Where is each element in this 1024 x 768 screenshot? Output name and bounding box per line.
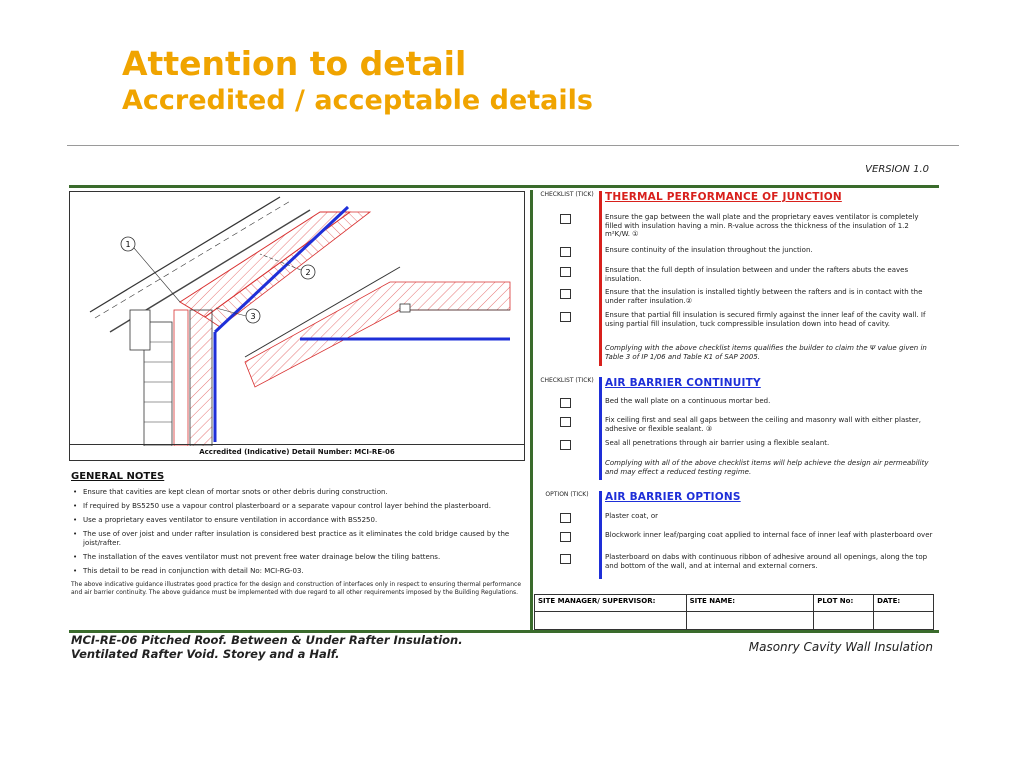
section-label: OPTION (TICK) (545, 491, 589, 498)
signoff-site-manager-field[interactable] (535, 612, 687, 630)
section-note: Complying with the above checklist items qualifies the builder to claim the Ψ value given in Table 3 of IP 1/06 and Table K1 of SAP 2005. (605, 344, 927, 361)
signoff-site-name-field[interactable] (686, 612, 814, 630)
tick-checkbox[interactable] (560, 532, 571, 542)
checklist-text: Seal all penetrations through air barrier using a flexible sealant. (605, 439, 830, 447)
callout-3-label: 3 (250, 312, 256, 321)
tick-checkbox[interactable] (560, 289, 571, 299)
section-label: CHECKLIST (TICK) (540, 191, 594, 198)
top-rule (69, 185, 939, 188)
signoff-plot-no: PLOT No: (814, 595, 874, 612)
checklist-text: Ensure continuity of the insulation throughout the junction. (605, 246, 813, 254)
checklist-text: Bed the wall plate on a continuous mortar bed. (605, 397, 771, 405)
secondary-wall-plate (400, 304, 410, 312)
section-bar (599, 491, 602, 579)
footer-title-line1: MCI-RE-06 Pitched Roof. Between & Under Rafter Insulation. (71, 633, 463, 647)
footer-title-line2: Ventilated Rafter Void. Storey and a Half. (71, 647, 340, 661)
signoff-date-field[interactable] (874, 612, 934, 630)
tick-checkbox[interactable] (560, 312, 571, 322)
tick-checkbox[interactable] (560, 513, 571, 523)
signoff-date: DATE: (874, 595, 934, 612)
general-notes (71, 471, 523, 596)
callout-1-label: 1 (125, 240, 131, 249)
signoff-site-name: SITE NAME: (686, 595, 814, 612)
section-title: AIR BARRIER OPTIONS (605, 491, 741, 503)
checklist-text: Ensure that the insulation is installed tightly between the rafters and is in contact with the under rafter insulation.② (605, 288, 923, 305)
note-item: • The installation of the eaves ventilator must not prevent free water drainage below the tiling battens. (71, 553, 523, 562)
leader-1 (134, 248, 180, 302)
drawing-svg (70, 192, 526, 446)
column-divider (530, 190, 533, 630)
drawing-caption: Accredited (Indicative) Detail Number: MCI-RE-06 (70, 444, 524, 460)
detail-sheet (67, 145, 959, 660)
version-label: VERSION 1.0 (865, 164, 929, 175)
signoff-site-manager: SITE MANAGER/ SUPERVISOR: (535, 595, 687, 612)
option-text: Plasterboard on dabs with continuous ribbon of adhesive around all openings, along the top and bottom of the wall, and at internal and external corners. (605, 553, 928, 570)
tick-checkbox[interactable] (560, 267, 571, 277)
footer-brand: Masonry Cavity Wall Insulation (748, 640, 933, 654)
note-item: • The use of over joist and under rafter insulation is considered best practice as it eliminates the cold bridge caused by the joist/rafter. (71, 530, 523, 548)
section-bar (599, 377, 602, 480)
section-label: CHECKLIST (TICK) (540, 377, 594, 384)
option-text: Plaster coat, or (605, 512, 659, 520)
wall-inner-leaf (190, 310, 212, 446)
callout-2-label: 2 (305, 268, 311, 277)
section-title: AIR BARRIER CONTINUITY (605, 377, 761, 389)
section-title: THERMAL PERFORMANCE OF JUNCTION (605, 191, 842, 203)
notes-fine-print: The above indicative guidance illustrates good practice for the design and construction of interfaces only in respect to ensuring thermal performance and air barrier continuity. The above guidance must be implemented with due regard to all other requirements imposed by the Building Regulations. (71, 581, 522, 596)
secondary-insulation (245, 282, 510, 387)
tick-checkbox[interactable] (560, 214, 571, 224)
footer-title (71, 633, 463, 661)
note-item: • This detail to be read in conjunction with detail No: MCI-RG-03. (71, 567, 523, 576)
eaves-box (130, 310, 150, 350)
checklist-text: Ensure that partial fill insulation is secured firmly against the inner leaf of the cavity wall. If using partial fill insulation, tuck compressible insulation down into head of cavity. (605, 311, 926, 328)
signoff-plot-no-field[interactable] (814, 612, 874, 630)
checklist-text: Ensure the gap between the wall plate and the proprietary eaves ventilator is completely filled with insulation having a min. R-value across the thickness of the insulation of 1.2 m²K/W. ① (605, 213, 919, 238)
note-item: • If required by BS5250 use a vapour control plasterboard or a separate vapour control layer behind the plasterboard. (71, 502, 523, 511)
tick-checkbox[interactable] (560, 247, 571, 257)
detail-drawing (69, 191, 525, 461)
signoff-table (534, 594, 934, 630)
tick-checkbox[interactable] (560, 398, 571, 408)
checklist-text: Fix ceiling first and seal all gaps between the ceiling and masonry wall with either plaster, adhesive or flexible sealant. ③ (605, 416, 922, 433)
general-notes-heading: GENERAL NOTES (71, 471, 165, 482)
section-note: Complying with all of the above checklist items will help achieve the design air permeability and may effect a reduced testing regime. (605, 459, 929, 476)
slide-title: Attention to detail (122, 44, 467, 83)
wall-cavity (174, 310, 188, 446)
slide-title-block (122, 44, 593, 118)
tick-checkbox[interactable] (560, 417, 571, 427)
tick-checkbox[interactable] (560, 554, 571, 564)
note-item: • Ensure that cavities are kept clean of mortar snots or other debris during construction. (71, 488, 523, 497)
slide-subtitle: Accredited / acceptable details (122, 85, 593, 116)
section-bar (599, 191, 602, 366)
note-item: • Use a proprietary eaves ventilator to ensure ventilation in accordance with BS5250. (71, 516, 523, 525)
tick-checkbox[interactable] (560, 440, 571, 450)
option-text: Blockwork inner leaf/parging coat applied to internal face of inner leaf with plasterboard over (605, 531, 933, 539)
checklist-text: Ensure that the full depth of insulation between and under the rafters abuts the eaves insulation. (605, 266, 909, 283)
